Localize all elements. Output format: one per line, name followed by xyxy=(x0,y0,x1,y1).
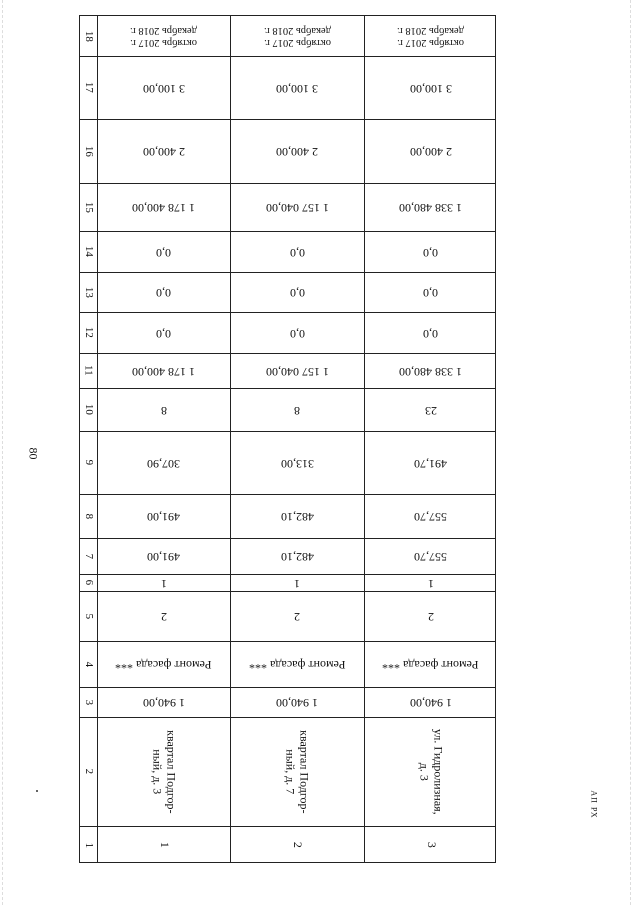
cell-row-3-col-15 xyxy=(364,183,497,231)
column-number-7-text: 7 xyxy=(82,553,95,559)
cell-row-2-col-5 xyxy=(230,591,364,641)
cell-row-2-col-6 xyxy=(230,574,364,591)
column-number-4-text: 4 xyxy=(82,661,95,667)
column-number-1-text: 1 xyxy=(82,842,95,848)
cell-row-1-col-9-text: 307,90 xyxy=(147,456,180,471)
column-number-14 xyxy=(80,231,97,272)
cell-row-3-col-15-text: 1 338 480,00 xyxy=(399,200,462,215)
column-number-3 xyxy=(80,687,97,717)
cell-row-2-col-10-text: 8 xyxy=(294,403,300,418)
cell-row-2-col-3-text: 1 940,00 xyxy=(276,695,318,710)
cell-row-1-col-6 xyxy=(97,574,230,591)
cell-row-3-col-16 xyxy=(364,119,497,183)
cell-row-3-col-3 xyxy=(364,687,497,717)
column-number-4 xyxy=(80,641,97,687)
column-number-5-text: 5 xyxy=(82,613,95,619)
cell-row-3-col-10 xyxy=(364,388,497,431)
cell-row-2-col-9-text: 313,00 xyxy=(280,456,314,471)
cell-row-1-col-17 xyxy=(97,56,230,119)
cell-row-2-col-1-text: 2 xyxy=(290,841,305,848)
cell-row-3-col-9 xyxy=(364,431,497,494)
cell-row-2-col-15-text: 1 157 040,00 xyxy=(265,200,329,215)
cell-row-1-col-8 xyxy=(97,494,230,538)
page-edge-right xyxy=(630,0,631,905)
column-number-14-text: 14 xyxy=(82,245,95,257)
cell-row-3-col-2 xyxy=(364,717,497,826)
column-number-16-text: 16 xyxy=(82,145,95,157)
cell-row-3-col-6-text: 1 xyxy=(427,576,434,591)
cell-row-1-col-16 xyxy=(97,119,230,183)
cell-row-2-col-16 xyxy=(230,119,364,183)
cell-row-3-col-13-text: 0,0 xyxy=(423,285,438,300)
cell-row-3-col-4-text: Ремонт фасада *** xyxy=(382,657,479,672)
cell-row-1-col-13 xyxy=(97,272,230,312)
cell-row-3-col-16-text: 2 400,00 xyxy=(409,144,452,159)
column-number-8 xyxy=(80,494,97,538)
page-number: 80 xyxy=(26,447,41,460)
cell-row-3-col-18-line-2: декабрь 2018 г. xyxy=(397,25,464,36)
column-number-16 xyxy=(80,119,97,183)
cell-row-3-col-5-text: 2 xyxy=(427,609,434,624)
cell-row-1-col-4-text: Ремонт фасада *** xyxy=(115,657,212,672)
cell-row-2-col-9 xyxy=(230,431,364,494)
cell-row-3-col-2-line-1: ул. Гидролизная, xyxy=(431,728,446,815)
cell-row-1-col-3-text: 1 940,00 xyxy=(142,695,185,710)
cell-row-2-col-8-text: 482,10 xyxy=(280,509,314,524)
cell-row-3-col-18-text xyxy=(397,24,464,48)
cell-row-3-col-17-text: 3 100,00 xyxy=(409,81,452,96)
cell-row-2-col-17-text: 3 100,00 xyxy=(276,81,318,96)
cell-row-2-col-12 xyxy=(230,312,364,353)
cell-row-1-col-9 xyxy=(97,431,230,494)
page-edge-left xyxy=(2,0,3,905)
cell-row-2-col-6-text: 1 xyxy=(294,576,300,591)
cell-row-3-col-12-text: 0,0 xyxy=(423,326,438,341)
cell-row-1-col-4 xyxy=(97,641,230,687)
cell-row-2-col-10 xyxy=(230,388,364,431)
column-number-10 xyxy=(80,388,97,431)
cell-row-3-col-9-text: 491,70 xyxy=(414,456,447,471)
column-number-9 xyxy=(80,431,97,494)
cell-row-3-col-8 xyxy=(364,494,497,538)
cell-row-3-col-14 xyxy=(364,231,497,272)
column-number-17-text: 17 xyxy=(82,81,95,93)
cell-row-3-col-1 xyxy=(364,826,497,864)
column-number-11-text: 11 xyxy=(82,365,95,376)
cell-row-2-col-13 xyxy=(230,272,364,312)
column-number-5 xyxy=(80,591,97,641)
cell-row-2-col-8 xyxy=(230,494,364,538)
cell-row-1-col-18-text xyxy=(130,24,197,48)
cell-row-1-col-3 xyxy=(97,687,230,717)
cell-row-2-col-4-text: Ремонт фасада *** xyxy=(248,657,346,672)
column-number-15-text: 15 xyxy=(82,201,95,213)
cell-row-3-col-5 xyxy=(364,591,497,641)
cell-row-3-col-11 xyxy=(364,353,497,388)
cell-row-1-col-18-line-1: октябрь 2017 г. xyxy=(130,37,197,49)
cell-row-1-col-13-text: 0,0 xyxy=(156,285,171,300)
column-number-18 xyxy=(80,16,97,56)
cell-row-1-col-15 xyxy=(97,183,230,231)
cell-row-2-col-14-text: 0,0 xyxy=(289,245,305,260)
cell-row-1-col-2 xyxy=(97,717,230,826)
column-number-13-text: 13 xyxy=(82,286,95,298)
cell-row-3-col-18-line-1: октябрь 2017 г. xyxy=(397,37,464,49)
cell-row-2-col-2-line-1: квартал Подгор- xyxy=(297,729,312,814)
cell-row-2-col-18-line-2: декабрь 2018 г. xyxy=(263,25,331,36)
cell-row-1-col-2-line-1: квартал Подгор- xyxy=(164,729,179,814)
column-number-7 xyxy=(80,538,97,574)
scan-dot xyxy=(36,790,38,792)
cell-row-2-col-1 xyxy=(230,826,364,864)
cell-row-3-col-1-text: 3 xyxy=(424,841,439,848)
cell-row-1-col-14 xyxy=(97,231,230,272)
data-table xyxy=(79,15,496,863)
cell-row-3-col-4 xyxy=(364,641,497,687)
cell-row-2-col-2-text xyxy=(283,730,311,813)
cell-row-2-col-11 xyxy=(230,353,364,388)
column-number-8-text: 8 xyxy=(82,513,95,519)
cell-row-2-col-7 xyxy=(230,538,364,574)
cell-row-2-col-5-text: 2 xyxy=(294,609,300,624)
cell-row-3-col-11-text: 1 338 480,00 xyxy=(399,364,462,379)
column-number-6 xyxy=(80,574,97,591)
cell-row-2-col-2-line-2: ный, д. 7 xyxy=(284,748,298,794)
cell-row-1-col-17-text: 3 100,00 xyxy=(142,81,185,96)
cell-row-2-col-4 xyxy=(230,641,364,687)
cell-row-1-col-1-text: 1 xyxy=(157,841,172,848)
cell-row-3-col-2-line-2: д. 3 xyxy=(417,762,432,781)
column-number-1 xyxy=(80,826,97,864)
cell-row-1-col-12-text: 0,0 xyxy=(156,326,171,341)
cell-row-1-col-7-text: 491,00 xyxy=(147,549,180,564)
cell-row-1-col-10 xyxy=(97,388,230,431)
cell-row-3-col-6 xyxy=(364,574,497,591)
column-number-15 xyxy=(80,183,97,231)
cell-row-1-col-14-text: 0,0 xyxy=(156,245,171,260)
cell-row-2-col-13-text: 0,0 xyxy=(289,285,305,300)
cell-row-1-col-11 xyxy=(97,353,230,388)
column-number-2-text: 2 xyxy=(82,768,95,775)
column-number-9-text: 9 xyxy=(82,459,95,466)
cell-row-3-col-7-text: 557,70 xyxy=(414,549,447,564)
cell-row-3-col-2-text xyxy=(417,729,445,815)
cell-row-2-col-14 xyxy=(230,231,364,272)
column-number-18-text: 18 xyxy=(82,30,95,42)
cell-row-2-col-15 xyxy=(230,183,364,231)
cell-row-1-col-1 xyxy=(97,826,230,864)
cell-row-2-col-18 xyxy=(230,16,364,56)
cell-row-2-col-16-text: 2 400,00 xyxy=(276,144,318,159)
cell-row-1-col-18-line-2: декабрь 2018 г. xyxy=(130,25,197,36)
cell-row-2-col-3 xyxy=(230,687,364,717)
column-number-11 xyxy=(80,353,97,388)
cell-row-3-col-3-text: 1 940,00 xyxy=(409,695,452,710)
cell-row-3-col-7 xyxy=(364,538,497,574)
column-number-3-text: 3 xyxy=(82,699,95,705)
column-number-17 xyxy=(80,56,97,119)
cell-row-1-col-5 xyxy=(97,591,230,641)
cell-row-1-col-8-text: 491,00 xyxy=(147,509,180,524)
cell-row-2-col-12-text: 0,0 xyxy=(289,326,305,341)
cell-row-2-col-18-text xyxy=(264,24,331,48)
cell-row-1-col-12 xyxy=(97,312,230,353)
cell-row-3-col-14-text: 0,0 xyxy=(423,245,438,260)
cell-row-3-col-18 xyxy=(364,16,497,56)
cell-row-1-col-6-text: 1 xyxy=(160,576,167,591)
cell-row-1-col-16-text: 2 400,00 xyxy=(142,144,185,159)
cell-row-3-col-13 xyxy=(364,272,497,312)
cell-row-1-col-11-text: 1 178 400,00 xyxy=(132,364,195,379)
cell-row-3-col-12 xyxy=(364,312,497,353)
column-number-6-text: 6 xyxy=(82,579,95,586)
column-number-12 xyxy=(80,312,97,353)
cell-row-1-col-5-text: 2 xyxy=(160,609,167,624)
cell-row-1-col-15-text: 1 178 400,00 xyxy=(132,200,195,215)
column-number-13 xyxy=(80,272,97,312)
cell-row-1-col-10-text: 8 xyxy=(160,403,167,418)
cell-row-3-col-17 xyxy=(364,56,497,119)
footer-mark: АП РХ xyxy=(589,790,599,819)
cell-row-3-col-10-text: 23 xyxy=(424,403,437,418)
cell-row-3-col-8-text: 557,70 xyxy=(414,509,447,524)
cell-row-2-col-11-text: 1 157 040,00 xyxy=(265,364,329,379)
cell-row-1-col-7 xyxy=(97,538,230,574)
cell-row-1-col-18 xyxy=(97,16,230,56)
column-number-2 xyxy=(80,717,97,826)
cell-row-2-col-2 xyxy=(230,717,364,826)
cell-row-2-col-18-line-1: октябрь 2017 г. xyxy=(263,37,331,49)
column-number-10-text: 10 xyxy=(82,403,95,415)
cell-row-1-col-2-text xyxy=(150,730,178,813)
cell-row-2-col-17 xyxy=(230,56,364,119)
cell-row-2-col-7-text: 482,10 xyxy=(280,549,314,564)
cell-row-1-col-2-line-2: ный, д. 3 xyxy=(150,748,165,794)
column-number-12-text: 12 xyxy=(82,326,95,338)
